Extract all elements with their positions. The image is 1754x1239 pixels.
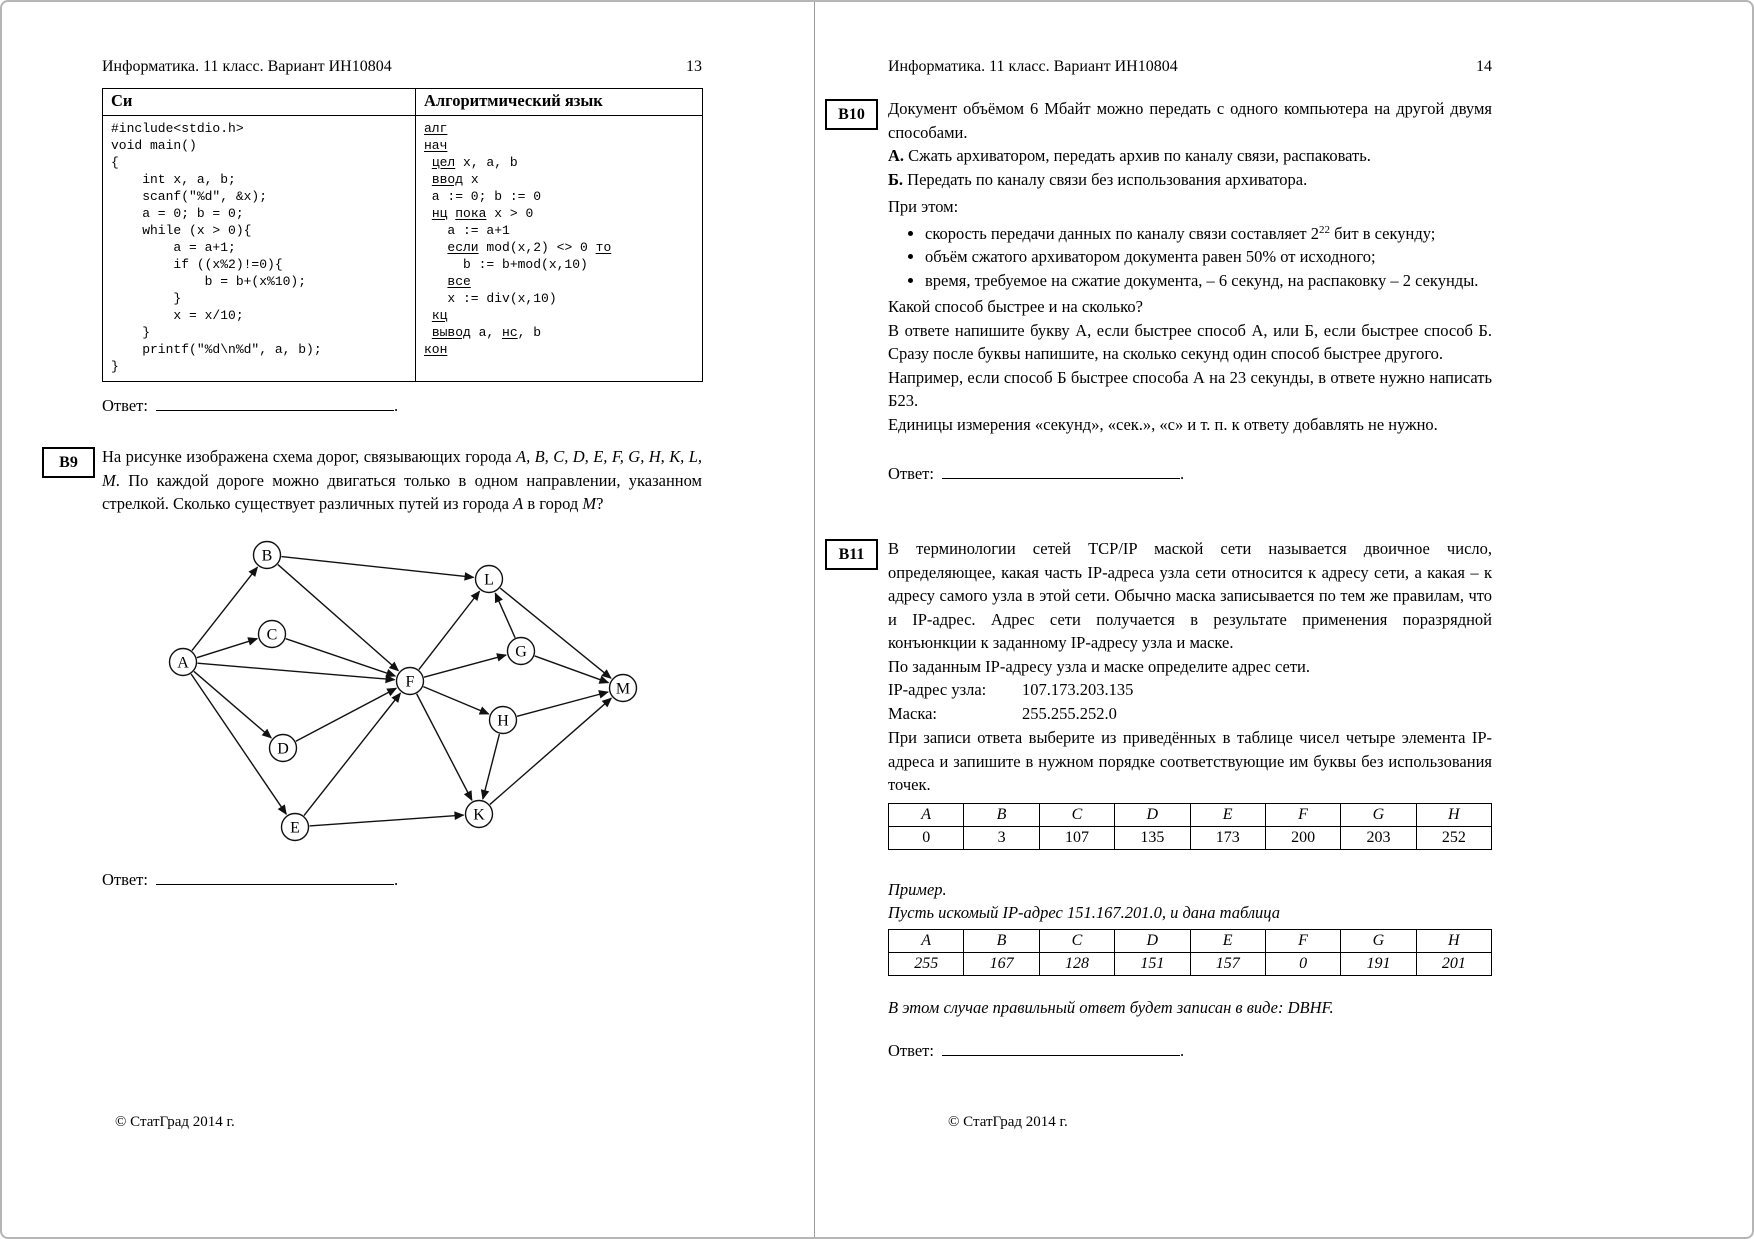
code-line: алг [424,121,448,136]
table-row [103,116,703,382]
code-line: цел x, a, b [431,155,518,170]
answer-label: Ответ: [888,464,934,483]
table-header-cell: E [1190,803,1265,826]
page-number: 13 [686,58,702,75]
table-header-cell: A [889,803,964,826]
graph-edge-F-K [417,694,472,800]
paragraph: В ответе напишите букву А, если быстрее способ А, или Б, если быстрее способ Б. Сразу после буквы напишите, на сколько секунд один способ быстрее другого. [888,320,1492,363]
table-row [889,952,1492,975]
paragraph: Документ объёмом 6 Мбайт можно передать с одного компьютера на другой двумя способами. [888,99,1492,142]
answer-label: Ответ: [102,396,148,415]
page-divider [814,2,815,1237]
graph-edge-A-C [197,639,257,658]
bullet-item: • объём сжатого архиватором документа равен 50% от исходного; [925,245,1492,269]
page-header-left [102,58,702,76]
question-b10-body [888,97,1492,486]
table-value-cell: 252 [1416,826,1491,849]
table-value-cell: 255 [889,952,964,975]
code-line: } [111,291,182,306]
roads-graph-diagram [132,534,692,854]
table-value-cell: 128 [1039,952,1114,975]
answer-label: Ответ: [102,870,148,889]
code-comparison-table [102,88,703,382]
graph-node-label: H [497,712,509,730]
graph-edge-H-K [483,734,500,799]
c-code-block [103,116,416,382]
example-letters-table [888,929,1492,976]
question-label: В11 [838,545,865,563]
bullet-item: • скорость передачи данных по каналу связи составляет $2^{22}$ бит в секунду; [925,222,1492,246]
question-b9-text: На рисунке изображена схема дорог, связывающих города А, В, С, D, Е, F, G, Н, К, L, М. По каждой дороге можно двигаться только в одном направлении, указанном стрелкой. Сколько существует различных путей из города А в город М? [102,447,703,513]
col-header-c: Си [103,89,416,116]
code-line: if ((x%2)!=0){ [111,257,283,272]
answer-label: Ответ: [888,1041,934,1060]
mask-value: 255.255.252.0 [1022,704,1117,723]
answer-period: . [1179,464,1185,483]
table-row [889,803,1492,826]
code-line: { [111,155,119,170]
table-value-cell: 167 [964,952,1039,975]
code-line: void main() [111,138,197,153]
graph-edge-L-M [500,588,611,678]
table-row [889,929,1492,952]
table-value-cell: 203 [1341,826,1416,849]
ip-address-value: 107.173.203.135 [1022,680,1134,699]
graph-edge-C-F [286,639,396,676]
letters-table [888,803,1492,850]
table-header-cell: G [1341,803,1416,826]
graph-edge-G-L [495,593,515,638]
graph-node-label: C [266,626,278,644]
table-header-cell: F [1265,929,1340,952]
graph-node-label: G [515,643,527,661]
table-value-cell: 200 [1265,826,1340,849]
question-b10-box [825,99,878,130]
b11-note: При записи ответа выберите из приведённых в таблице чисел четыре элемента IP-адреса и запишите в нужном порядке соответствующие им буквы без использования точек. [888,728,1492,794]
table-value-cell: 0 [889,826,964,849]
code-line: } [111,359,119,374]
example-title: Пример. [888,879,947,899]
table-row [889,826,1492,849]
code-line: x := div(x,10) [424,291,557,306]
table-value-cell: 157 [1190,952,1265,975]
answer-blank [156,395,394,411]
code-line: кон [424,342,448,357]
graph-node-label: L [484,571,494,589]
table-header-cell: D [1115,929,1190,952]
table-value-cell: 135 [1115,826,1190,849]
answer-line [102,394,398,418]
graph-edge-F-L [419,591,480,669]
page-header-right [888,58,1492,76]
code-line: все [447,274,471,289]
code-line: кц [431,308,448,323]
paragraph: Например, если способ Б быстрее способа А на 23 секунды, в ответе нужно написать Б23. [888,367,1492,410]
table-header-cell: G [1341,929,1416,952]
code-line: scanf("%d", &x); [111,189,268,204]
table-header-cell: C [1039,803,1114,826]
paragraph: А. Сжать архиватором, передать архив по каналу связи, распаковать. [888,146,1371,165]
question-label: В9 [59,453,78,471]
col-header-algo: Алгоритмический язык [416,89,703,116]
answer-period: . [1179,1041,1185,1060]
question-label: В10 [838,105,865,123]
table-row [103,89,703,116]
graph-edge-E-K [309,815,463,826]
paragraph: Б. Передать по каналу связи без использования архиватора. [888,169,1308,189]
answer-blank [942,1040,1180,1056]
graph-edge-B-L [281,557,473,578]
ip-address-row [888,678,1492,702]
code-line: a := a+1 [424,223,510,238]
graph-edge-F-G [424,655,506,677]
code-line: } [111,325,151,340]
doc-title: Информатика. 11 класс. Вариант ИН10804 [888,58,1178,75]
code-line: a = a+1; [111,240,236,255]
code-line: while (x > 0){ [111,223,252,238]
page-number: 14 [1476,58,1492,75]
code-line: b := b+mod(x,10) [424,257,588,272]
code-line: printf("%d\n%d", a, b); [111,342,322,357]
graph-node-label: A [177,654,189,672]
bullet-item: • время, требуемое на сжатие документа, – 6 секунд, на распаковку – 2 секунды. [925,269,1492,293]
table-header-cell: H [1416,929,1491,952]
code-line: int x, a, b; [111,172,236,187]
table-value-cell: 3 [964,826,1039,849]
paragraph: Единицы измерения «секунд», «сек.», «с» и т. п. к ответу добавлять не нужно. [888,414,1438,434]
table-value-cell: 107 [1039,826,1114,849]
b11-intro-paragraphs [888,537,1492,678]
answer-line [888,462,1492,486]
table-header-cell: H [1416,803,1491,826]
copyright-footer: © СтатГрад 2014 г. [115,1114,235,1130]
table-header-cell: B [964,929,1039,952]
mask-row [888,702,1492,726]
answer-blank [156,869,394,885]
code-line: #include<stdio.h> [111,121,244,136]
table-value-cell: 0 [1265,952,1340,975]
graph-edge-F-H [423,687,488,714]
graph-node-label: M [615,680,631,698]
paragraph: По заданным IP-адресу узла и маске определите адрес сети. [888,656,1310,676]
code-line: нач [424,138,448,153]
table-value-cell: 191 [1341,952,1416,975]
graph-node-label: E [290,819,300,837]
graph-edge-D-F [296,688,396,741]
graph-node-label: D [277,740,289,758]
answer-line [888,1039,1492,1063]
b10-intro-paragraphs [888,97,1492,191]
table-value-cell: 173 [1190,826,1265,849]
question-b11-box [825,539,878,570]
answer-line [102,868,398,892]
table-header-cell: F [1265,803,1340,826]
table-header-cell: D [1115,803,1190,826]
table-value-cell: 151 [1115,952,1190,975]
answer-period: . [393,870,399,889]
code-line: b = b+(x%10); [111,274,307,289]
graph-edge-A-B [192,567,257,650]
copyright-footer: © СтатГрад 2014 г. [948,1114,1068,1130]
code-line: a = 0; b = 0; [111,206,244,221]
table-value-cell: 201 [1416,952,1491,975]
mask-label: Маска: [888,704,937,723]
code-line: вывод a, нс, b [431,325,542,340]
algo-code-block [416,116,703,382]
example-conclusion: В этом случае правильный ответ будет записан в виде: DBHF. [888,997,1334,1017]
b10-pri-etom: При этом: [888,197,959,216]
paragraph: Какой способ быстрее и на сколько? [888,297,1143,316]
graph-edge-G-M [535,656,609,683]
graph-node-label: K [473,806,485,824]
code-line: нц пока x > 0 [431,206,534,221]
code-line: a := 0; b := 0 [424,189,542,204]
code-line: ввод x [431,172,479,187]
table-header-cell: C [1039,929,1114,952]
b10-bullet-list [888,222,1492,293]
table-header-cell: E [1190,929,1265,952]
graph-node-label: F [405,673,415,691]
code-line: если mod(x,2) <> 0 то [447,240,612,255]
code-line: x = x/10; [111,308,244,323]
example-text: Пусть искомый IP-адрес 151.167.201.0, и дана таблица [888,903,1281,922]
question-b9-box [42,447,95,478]
answer-blank [942,463,1180,479]
ip-address-label: IP-адрес узла: [888,680,987,699]
b10-outro-paragraphs [888,295,1492,436]
graph-edge-A-D [194,671,271,737]
doc-title: Информатика. 11 класс. Вариант ИН10804 [102,58,392,75]
table-header-cell: B [964,803,1039,826]
graph-edge-B-F [278,565,398,671]
question-b11-body [888,537,1492,1063]
paragraph: В терминологии сетей TCP/IP маской сети называется двоичное число, определяющее, какая часть IP-адреса узла сети относится к адресу сети, а какая – к адресу самого узла в этой сети. Обычно маска записывается по тем же правилам, что и IP-адрес. Адрес сети получается в результате применения поразрядной конъюнкции к заданному IP-адресу узла и маске. [888,539,1492,652]
graph-node-label: B [261,547,273,565]
answer-period: . [393,396,399,415]
table-header-cell: A [889,929,964,952]
